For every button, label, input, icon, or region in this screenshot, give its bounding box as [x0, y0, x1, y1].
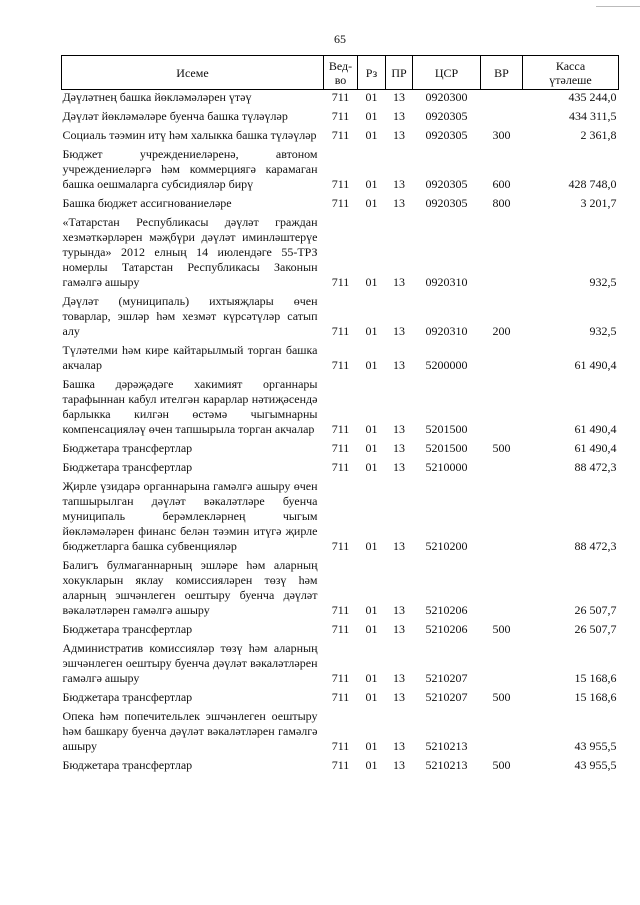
cell-name: Опека һәм попечительлек эшчәнлеген оештыру һәм башкару буенча дәүләт вәкаләтләрен гамәлгә ашыру: [62, 709, 318, 753]
cell-rz: 01: [365, 196, 378, 210]
cell-vedomstvo: 711: [331, 128, 350, 142]
cell-name: Җирле үзидарә органнарына гамәлгә ашыру өчен тапшырылган дәүләт вәкаләтләре буенча муниципаль берәмлекләрнең чыгым йөкләмәләрен финанс белән тәэмин итүгә җирле бюджетларга башка субвенцияләр: [62, 479, 318, 553]
cell-amount: 932,5: [589, 324, 617, 338]
table-row: [62, 459, 619, 478]
cell-amount: 15 168,6: [574, 690, 617, 704]
cell-rz: 01: [365, 739, 378, 753]
cell-pr: 13: [393, 671, 405, 685]
cell-rz: 01: [365, 690, 378, 704]
table-body: [62, 90, 619, 777]
table-row: [62, 621, 619, 640]
cell-name: «Татарстан Республикасы дәүләт граждан хезмәткәрләрен мәҗбүри дәүләт иминләштерүе турында» 2012 елның 14 июлендәге 55-ТРЗ номерлы Татарстан Республикасы Законын гамәлгә ашыру: [62, 215, 318, 289]
table-row: [62, 689, 619, 708]
cell-pr: 13: [393, 128, 405, 142]
cell-amount: 43 955,5: [574, 739, 617, 753]
header-pr: ПР: [386, 56, 413, 90]
cell-vr: [481, 90, 523, 109]
page-number: 65: [334, 32, 346, 46]
cell-vedomstvo: 711: [331, 460, 350, 474]
cell-csr: 0920310: [425, 324, 468, 338]
table-row: [62, 127, 619, 146]
cell-amount: 2 361,8: [580, 128, 617, 142]
cell-rz: 01: [365, 128, 378, 142]
cell-vedomstvo: 711: [331, 358, 350, 372]
cell-rz: 01: [365, 90, 378, 104]
cell-rz: 01: [365, 441, 378, 455]
cell-vr: 500: [492, 758, 511, 772]
cell-csr: 5210213: [425, 758, 468, 772]
cell-vr: [481, 708, 523, 757]
cell-csr: 5210206: [425, 622, 468, 636]
cell-amount: 61 490,4: [574, 358, 617, 372]
cell-name: Түләтелми һәм кире кайтарылмый торган башка акчалар: [62, 343, 318, 372]
header-vedomstvo: Вед- во: [324, 56, 358, 90]
cell-csr: 5210207: [425, 671, 468, 685]
budget-table: [61, 55, 619, 776]
cell-pr: 13: [393, 739, 405, 753]
table-row: [62, 214, 619, 293]
table-row: [62, 293, 619, 342]
cell-amount: 26 507,7: [574, 603, 617, 617]
cell-csr: 0920305: [425, 196, 468, 210]
cell-name: Башка бюджет ассигнованиеләре: [62, 196, 232, 210]
cell-rz: 01: [365, 109, 378, 123]
table-row: [62, 757, 619, 776]
cell-name: Бюджетара трансфертлар: [62, 441, 193, 455]
cell-amount: 61 490,4: [574, 441, 617, 455]
cell-rz: 01: [365, 422, 378, 436]
cell-amount: 932,5: [589, 275, 617, 289]
cell-pr: 13: [393, 539, 405, 553]
cell-vr: 300: [492, 128, 511, 142]
cell-vr: [481, 640, 523, 689]
table-row: [62, 376, 619, 440]
cell-pr: 13: [393, 358, 405, 372]
cell-csr: 5210206: [425, 603, 468, 617]
cell-vedomstvo: 711: [331, 422, 350, 436]
cell-amount: 43 955,5: [574, 758, 617, 772]
cell-pr: 13: [393, 196, 405, 210]
cell-pr: 13: [393, 90, 405, 104]
cell-amount: 3 201,7: [580, 196, 617, 210]
cell-vedomstvo: 711: [331, 324, 350, 338]
table-header-row: [62, 56, 619, 90]
cell-csr: 0920310: [425, 275, 468, 289]
header-name: Исеме: [62, 56, 324, 90]
cell-amount: 434 311,5: [568, 109, 617, 123]
cell-vedomstvo: 711: [331, 603, 350, 617]
cell-vr: 800: [492, 196, 511, 210]
cell-csr: 0920305: [425, 177, 468, 191]
cell-rz: 01: [365, 275, 378, 289]
cell-vedomstvo: 711: [331, 758, 350, 772]
cell-vedomstvo: 711: [331, 739, 350, 753]
cell-vr: [481, 478, 523, 557]
cell-name: Дәүләт йөкләмәләре буенча башка түләүләр: [62, 109, 288, 123]
cell-vedomstvo: 711: [331, 109, 350, 123]
cell-csr: 5210000: [425, 460, 468, 474]
cell-pr: 13: [393, 177, 405, 191]
cell-csr: 5210207: [425, 690, 468, 704]
cell-amount: 15 168,6: [574, 671, 617, 685]
cell-vedomstvo: 711: [331, 539, 350, 553]
cell-rz: 01: [365, 177, 378, 191]
header-rz: Рз: [358, 56, 386, 90]
cell-csr: 0920305: [425, 128, 468, 142]
cell-name: Дәүләт (муниципаль) ихтыяҗлары өчен товарлар, эшләр һәм хезмәт күрсәтүләр сатып алу: [62, 294, 318, 338]
cell-vr: [481, 557, 523, 621]
cell-amount: 428 748,0: [568, 177, 617, 191]
cell-vr: [481, 214, 523, 293]
cell-pr: 13: [393, 109, 405, 123]
cell-name: Бюджетара трансфертлар: [62, 460, 193, 474]
cell-name: Бюджетара трансфертлар: [62, 758, 193, 772]
cell-csr: 5201500: [425, 422, 468, 436]
cell-rz: 01: [365, 324, 378, 338]
table-row: [62, 708, 619, 757]
cell-amount: 61 490,4: [574, 422, 617, 436]
cell-vedomstvo: 711: [331, 622, 350, 636]
table-row: [62, 146, 619, 195]
cell-pr: 13: [393, 690, 405, 704]
cell-csr: 0920300: [425, 90, 468, 104]
cell-rz: 01: [365, 603, 378, 617]
cell-vedomstvo: 711: [331, 196, 350, 210]
cell-vr: 500: [492, 441, 511, 455]
cell-rz: 01: [365, 358, 378, 372]
cell-amount: 88 472,3: [574, 539, 617, 553]
cell-pr: 13: [393, 422, 405, 436]
cell-rz: 01: [365, 671, 378, 685]
cell-name: Бюджет учреждениеләренә, автоном учреждениеләргә һәм коммерциягә карамаган башка оешмаларга субсидияләр бирү: [62, 147, 318, 191]
cell-vr: [481, 342, 523, 376]
cell-pr: 13: [393, 275, 405, 289]
cell-vr: [481, 108, 523, 127]
cell-vr: 600: [492, 177, 511, 191]
top-edge-line: [596, 6, 640, 7]
cell-csr: 0920305: [425, 109, 468, 123]
cell-name: Башка дәрәҗәдәге хакимият органнары тарафыннан кабул ителгән карарлар нәтиҗәсендә барлыкка килгән өстәмә чыгымнарны компенсацияләү өчен тапшырыла торган акчалар: [62, 377, 318, 436]
header-kassa: Касса үтәлеше: [523, 56, 619, 90]
cell-name: Бюджетара трансфертлар: [62, 690, 193, 704]
cell-name: Бюджетара трансфертлар: [62, 622, 193, 636]
header-csr: ЦСР: [413, 56, 481, 90]
table-row: [62, 478, 619, 557]
table-row: [62, 195, 619, 214]
cell-vr: 500: [492, 622, 511, 636]
cell-rz: 01: [365, 622, 378, 636]
cell-rz: 01: [365, 758, 378, 772]
cell-vr: 500: [492, 690, 511, 704]
cell-vr: [481, 459, 523, 478]
cell-csr: 5210200: [425, 539, 468, 553]
table-row: [62, 90, 619, 109]
table-row: [62, 557, 619, 621]
cell-vr: 200: [492, 324, 511, 338]
header-vr: ВР: [481, 56, 523, 90]
table-row: [62, 108, 619, 127]
cell-vedomstvo: 711: [331, 671, 350, 685]
cell-vr: [481, 376, 523, 440]
cell-name: Дәүләтнең башка йөкләмәләрен үтәү: [62, 90, 252, 104]
cell-name: Социаль тәэмин итү һәм халыкка башка түләүләр: [62, 128, 317, 142]
table-row: [62, 440, 619, 459]
cell-pr: 13: [393, 603, 405, 617]
cell-rz: 01: [365, 460, 378, 474]
cell-pr: 13: [393, 460, 405, 474]
cell-pr: 13: [393, 441, 405, 455]
cell-csr: 5201500: [425, 441, 468, 455]
cell-rz: 01: [365, 539, 378, 553]
cell-name: Административ комиссияләр төзү һәм аларның эшчәнлеген оештыру буенча дәүләт вәкаләтләрен гамәлгә ашыру: [62, 641, 318, 685]
cell-amount: 26 507,7: [574, 622, 617, 636]
cell-amount: 88 472,3: [574, 460, 617, 474]
cell-vedomstvo: 711: [331, 177, 350, 191]
cell-csr: 5210213: [425, 739, 468, 753]
cell-pr: 13: [393, 324, 405, 338]
cell-pr: 13: [393, 758, 405, 772]
cell-csr: 5200000: [425, 358, 468, 372]
table-row: [62, 342, 619, 376]
cell-name: Балигъ булмаганнарның эшләре һәм аларның хокукларын яклау комиссияләрен төзү һәм аларның эшчәнлеген оештыру буенча дәүләт вәкаләтләрен гамәлгә ашыру: [62, 558, 318, 617]
cell-vedomstvo: 711: [331, 275, 350, 289]
cell-vedomstvo: 711: [331, 441, 350, 455]
table-row: [62, 640, 619, 689]
cell-vedomstvo: 711: [331, 90, 350, 104]
cell-pr: 13: [393, 622, 405, 636]
cell-amount: 435 244,0: [568, 90, 617, 104]
cell-vedomstvo: 711: [331, 690, 350, 704]
